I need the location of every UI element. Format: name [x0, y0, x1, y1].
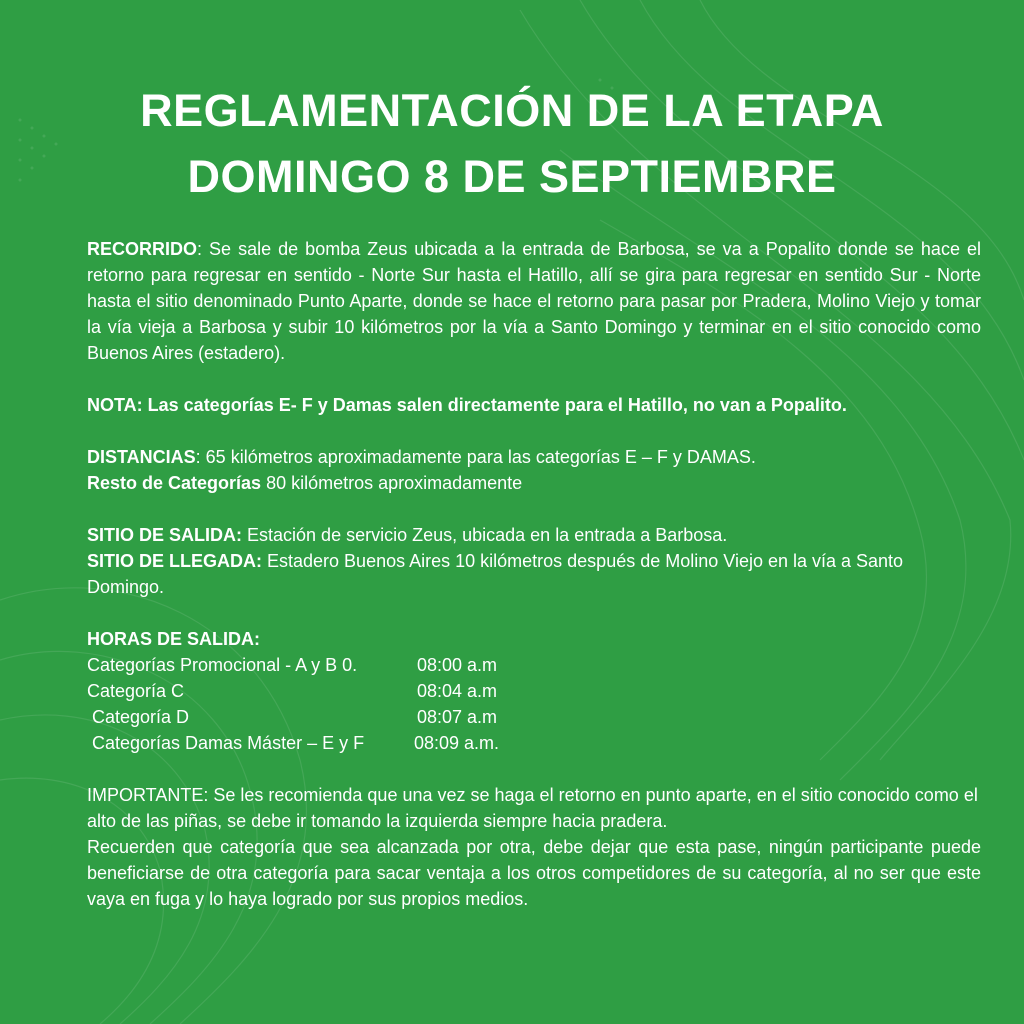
regulation-body: [87, 236, 981, 912]
salida-label: SITIO DE SALIDA:: [87, 525, 243, 545]
schedule-category: Categoría D: [87, 707, 190, 727]
schedule-time: 08:09 a.m.: [414, 733, 500, 753]
llegada-text: Estadero Buenos Aires 10 kilómetros después de Molino Viejo en la vía a Santo Domingo.: [87, 551, 904, 597]
salida-text: Estación de servicio Zeus, ubicada en la entrada a Barbosa.: [242, 525, 728, 545]
schedule-time: 08:04 a.m: [417, 681, 498, 701]
schedule-time: 08:07 a.m: [417, 707, 498, 727]
salida-line: [87, 522, 981, 548]
title-line-1: REGLAMENTACIÓN DE LA ETAPA: [140, 85, 884, 136]
recorrido-label: RECORRIDO: [87, 239, 198, 259]
resto-line: [87, 470, 981, 496]
schedule-row: [87, 730, 981, 756]
llegada-line: [87, 548, 981, 600]
schedule-row: [87, 652, 981, 678]
importante-paragraph: IMPORTANTE: Se les recomienda que una vez se haga el retorno en punto aparte, en el sitio conocido como el alto de las piñas, se debe ir tomando la izquierda siempre hacia pradera.: [87, 785, 978, 831]
distancias-text: : 65 kilómetros aproximadamente para las categorías E – F y DAMAS.: [195, 447, 756, 467]
resto-text: 80 kilómetros aproximadamente: [261, 473, 523, 493]
llegada-label: SITIO DE LLEGADA:: [87, 551, 262, 571]
resto-label: Resto de Categorías: [87, 473, 262, 493]
nota-paragraph: NOTA: Las categorías E- F y Damas salen directamente para el Hatillo, no van a Popalito.: [87, 395, 847, 415]
schedule-row: [87, 704, 981, 730]
distancias-line: [87, 444, 981, 470]
schedule-time: 08:00 a.m: [417, 655, 498, 675]
distancias-label: DISTANCIAS: [87, 447, 196, 467]
horas-label: HORAS DE SALIDA:: [87, 629, 261, 649]
recorrido-paragraph: [87, 236, 981, 366]
title-line-2: DOMINGO 8 DE SEPTIEMBRE: [187, 151, 837, 202]
recorrido-text: : Se sale de bomba Zeus ubicada a la entrada de Barbosa, se va a Popalito donde se hace el retorno para regresar en sentido - Norte Sur hasta el Hatillo, allí se gira para regresar en sentido Sur - Norte hasta el sitio denominado Punto Aparte, donde se hace el retorno para pasar por Pradera, Molino Viejo y tomar la vía vieja a Barbosa y subir 10 kilómetros por la vía a Santo Domingo y terminar en el sitio conocido como Buenos Aires (estadero).: [87, 239, 981, 363]
schedule-category: Categorías Promocional - A y B 0.: [87, 655, 358, 675]
recuerden-paragraph: Recuerden que categoría que sea alcanzada por otra, debe dejar que esta pase, ningún participante puede beneficiarse de otra categoría para sacar ventaja a los otros competidores de su categoría, al no ser que este vaya en fuga y lo haya logrado por sus propios medios.: [87, 837, 981, 909]
schedule-row: [87, 678, 981, 704]
schedule-category: Categorías Damas Máster – E y F: [87, 733, 365, 753]
page-title: [0, 78, 1024, 210]
schedule-category: Categoría C: [87, 681, 185, 701]
